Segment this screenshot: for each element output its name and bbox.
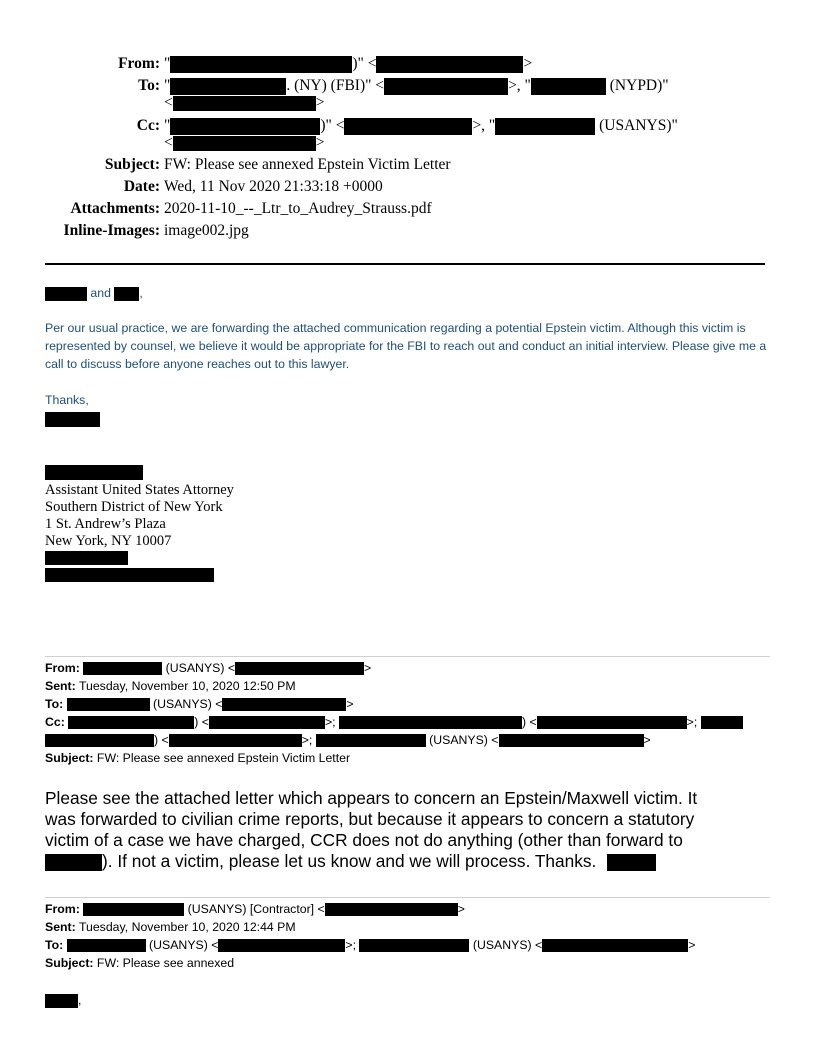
forwarded-from-row: From: (USANYS) < > (45, 661, 372, 675)
redaction-block (170, 56, 352, 73)
redaction-block (114, 287, 139, 301)
redaction-block (537, 716, 687, 729)
inline-image-link[interactable]: image002.jpg (164, 222, 249, 239)
forwarded-sent-row-2: Sent: Tuesday, November 10, 2020 12:44 PM (45, 920, 296, 934)
redaction-block (45, 287, 87, 301)
forwarded-message-body: Please see the attached letter which appears to concern an Epstein/Maxwell victim. It was forwarded to civilian crime reports, but because it appears to concern a statutory victim of a case we have charged, CCR does not do anything (other than forward to ). If not a victim, please let us know and we will process. Thanks. (45, 788, 698, 871)
greeting-2: , (45, 992, 81, 1009)
divider-line (45, 656, 770, 657)
greeting: and , (45, 284, 143, 302)
from-label: From: (118, 55, 160, 72)
subject-label: Subject: (104, 156, 160, 173)
forwarded-cc-row: Cc: ) < >; ) < >; (45, 714, 743, 731)
redaction-block (67, 698, 150, 711)
forwarded-sent-row: Sent: Tuesday, November 10, 2020 12:50 PM (45, 679, 296, 693)
redaction-block (68, 716, 194, 729)
redaction-block (83, 903, 184, 916)
redaction-block (45, 854, 102, 871)
thanks: Thanks, (45, 393, 89, 407)
redaction-block (531, 78, 606, 95)
attachment-link[interactable]: 2020-11-10_--_Ltr_to_Audrey_Strauss.pdf (164, 200, 432, 217)
message-body: Per our usual practice, we are forwarding the attached communication regarding a potential Epstein victim. Although this victim is represented by counsel, we believe it would be appropriate for the FBI to reach out and conduct an initial interview. Please give me a call to discuss before anyone reaches out to this lawyer. (45, 321, 767, 371)
redaction-block (45, 551, 128, 565)
redaction-block (542, 939, 688, 952)
redaction-block (495, 118, 595, 135)
signature-office: Southern District of New York (45, 499, 223, 515)
redaction-block (376, 56, 523, 73)
redaction-block (45, 568, 214, 582)
redaction-block (173, 96, 316, 111)
signature-address-2: New York, NY 10007 (45, 533, 172, 549)
redaction-block (45, 412, 100, 427)
redaction-block (607, 854, 656, 871)
divider-line (45, 897, 770, 898)
redaction-block (235, 662, 364, 675)
forwarded-subject-row: Subject: FW: Please see annexed Epstein Victim Letter (45, 751, 351, 765)
redaction-block (45, 734, 154, 747)
redaction-block (169, 734, 302, 747)
redaction-block (339, 716, 522, 729)
redaction-block (218, 939, 345, 952)
redaction-block (209, 716, 325, 729)
redaction-block (173, 136, 316, 151)
redaction-block (67, 939, 146, 952)
forwarded-to-row-2: To: (USANYS) < >; (USANYS) < > (45, 938, 696, 952)
redaction-block (316, 734, 426, 747)
subject-value: FW: Please see annexed Epstein Victim Letter (164, 156, 451, 173)
redaction-block (359, 939, 469, 952)
attachments-label: Attachments: (70, 200, 160, 217)
redaction-block (170, 78, 286, 95)
redaction-block (325, 903, 458, 916)
redaction-block (384, 78, 508, 95)
redaction-block (344, 118, 472, 135)
signature-address-1: 1 St. Andrew’s Plaza (45, 516, 166, 532)
inline-images-label: Inline-Images: (63, 222, 160, 239)
redaction-block (222, 698, 346, 711)
forwarded-subject-row-2: Subject: FW: Please see annexed (45, 956, 235, 970)
date-label: Date: (123, 178, 160, 195)
forwarded-from-row-2: From: (USANYS) [Contractor] < > (45, 902, 465, 916)
redaction-block (170, 118, 320, 135)
redaction-block (45, 994, 78, 1008)
redaction-block (83, 662, 162, 675)
signature-title: Assistant United States Attorney (45, 482, 234, 498)
forwarded-cc-row-cont: ) < >; (USANYS) < > (45, 732, 651, 749)
redaction-block (499, 734, 644, 747)
redaction-block (45, 465, 143, 480)
cc-label: Cc: (136, 117, 160, 134)
forwarded-to-row: To: (USANYS) < > (45, 697, 354, 711)
header-divider (45, 263, 765, 265)
to-label: To: (138, 77, 160, 94)
date-value: Wed, 11 Nov 2020 21:33:18 +0000 (164, 178, 383, 195)
redaction-block (701, 716, 743, 729)
